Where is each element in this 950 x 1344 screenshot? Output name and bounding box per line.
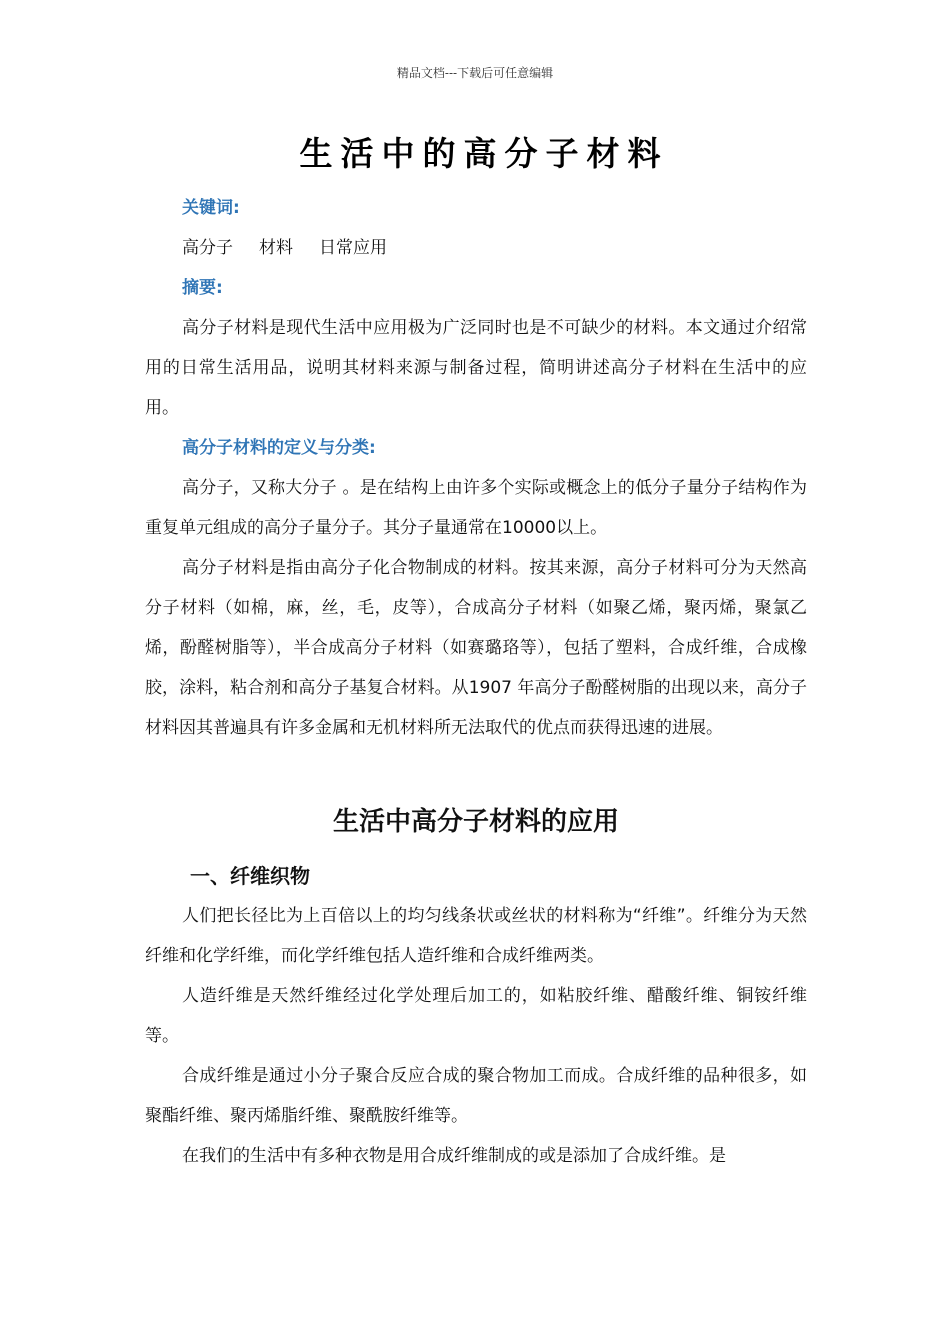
classification-paragraph: 高分子材料是指由高分子化合物制成的材料。按其来源，高分子材料可分为天然高分子材料（如棉，麻，丝，毛，皮等），合成高分子材料（如聚乙烯，聚丙烯，聚氯乙烯，酚醛树脂等），半合成高分子材料（如赛璐珞等），包括了塑料，合成纤维，合成橡胶，涂料，粘合剂和高分子基复合材料。从1907 年高分子酚醛树脂的出现以来，高分子材料因其普遍具有许多金属和无机材料所无法取代的优点而获得迅速的进展。 — [145, 558, 807, 738]
abstract-heading: 摘要: — [182, 278, 223, 298]
fiber-paragraph: 人们把长径比为上百倍以上的均匀线条状或丝状的材料称为“纤维”。纤维分为天然纤维和化学纤维，而化学纤维包括人造纤维和合成纤维两类。 — [145, 906, 807, 966]
fiber-paragraph: 合成纤维是通过小分子聚合反应合成的聚合物加工而成。合成纤维的品种很多，如聚酯纤维、聚丙烯脂纤维、聚酰胺纤维等。 — [145, 1066, 807, 1126]
definition-paragraph: 高分子，又称大分子 。是在结构上由许多个实际或概念上的低分子量分子结构作为重复单元组成的高分子量分子。其分子量通常在10000以上。 — [145, 478, 807, 538]
subsection-title: 一、纤维织物 — [190, 864, 310, 888]
document-title: 生活中的高分子材料 — [299, 134, 669, 173]
keywords-line — [145, 228, 807, 268]
header-note: 精品文档---下载后可任意编辑 — [396, 66, 554, 80]
keywords-heading: 关键词: — [182, 198, 240, 218]
keyword: 日常应用 — [319, 238, 387, 258]
document-body — [145, 188, 807, 1176]
keyword: 高分子 — [182, 238, 233, 258]
fiber-paragraph: 在我们的生活中有多种衣物是用合成纤维制成的或是添加了合成纤维。是 — [182, 1146, 726, 1166]
keyword: 材料 — [259, 238, 293, 258]
section-title: 生活中高分子材料的应用 — [332, 807, 619, 837]
abstract-paragraph: 高分子材料是现代生活中应用极为广泛同时也是不可缺少的材料。本文通过介绍常用的日常生活用品，说明其材料来源与制备过程，简明讲述高分子材料在生活中的应用。 — [145, 318, 807, 418]
fiber-paragraph: 人造纤维是天然纤维经过化学处理后加工的，如粘胶纤维、醋酸纤维、铜铵纤维等。 — [145, 986, 807, 1046]
definition-heading: 高分子材料的定义与分类: — [182, 438, 376, 458]
